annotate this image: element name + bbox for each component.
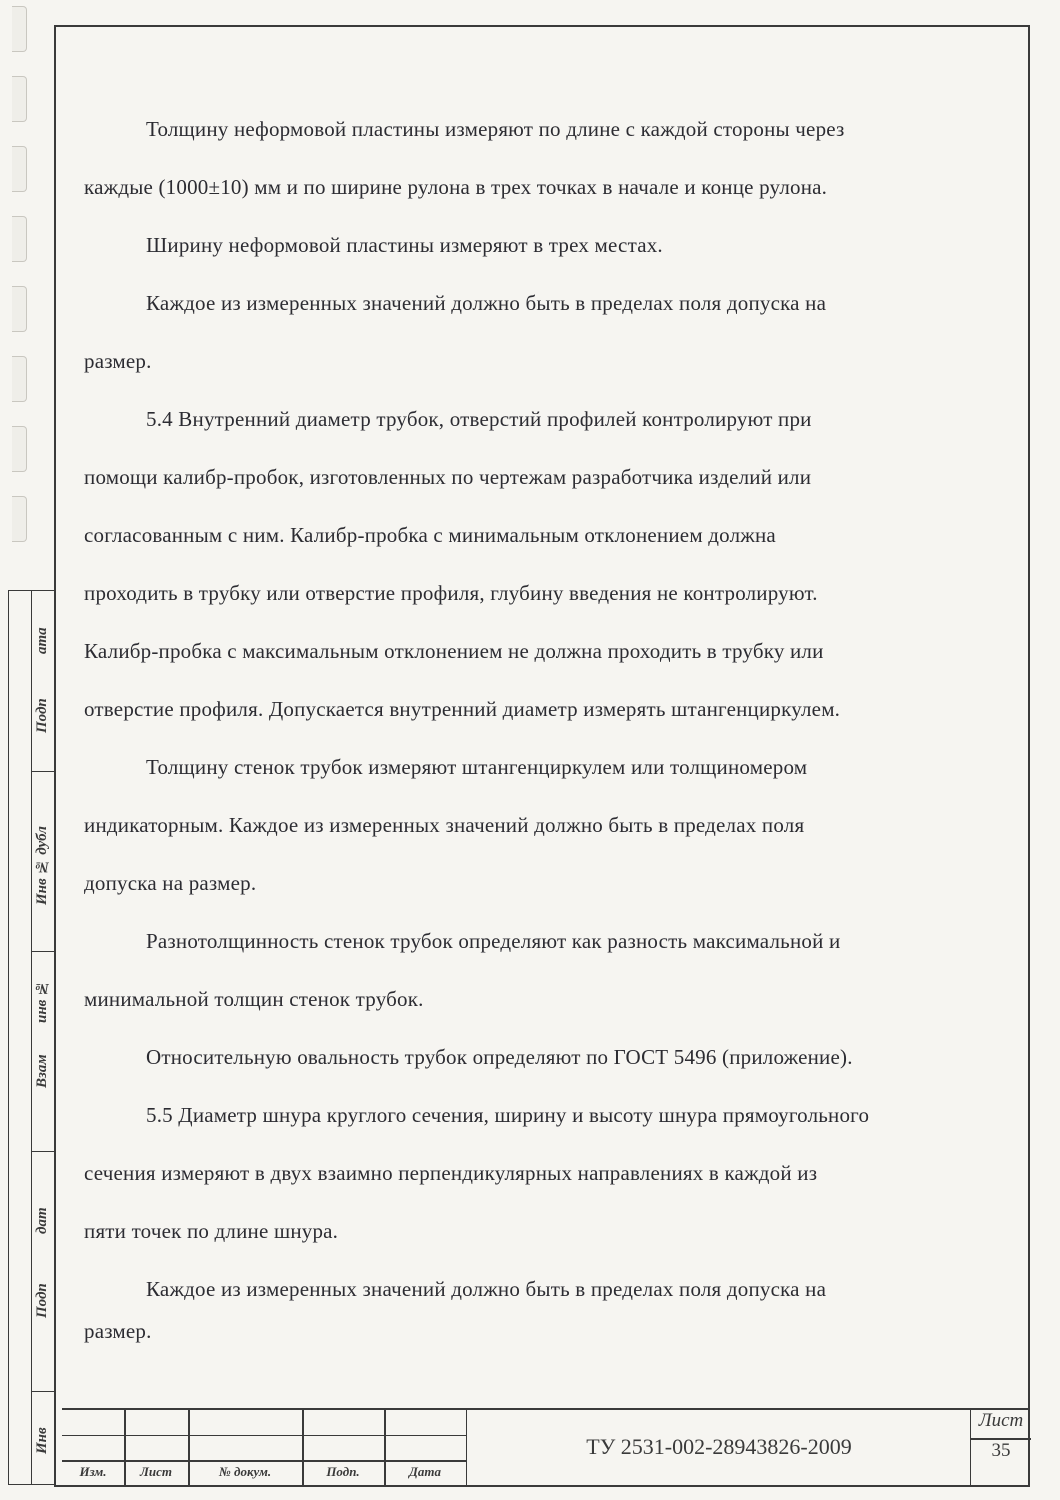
side-stamp xyxy=(8,590,54,1485)
binder-hole xyxy=(12,76,27,122)
paragraph-line: каждые (1000±10) мм и по ширине рулона в трех точках в начале и конце рулона. xyxy=(84,175,828,199)
side-label: Подп xyxy=(34,698,50,734)
paragraph-line: Толщину стенок трубок измеряют штангенциркулем или толщиномером xyxy=(146,755,808,779)
paragraph-line: проходить в трубку или отверстие профиля, глубину введения не контролируют. xyxy=(84,581,818,605)
side-stamp-vline xyxy=(31,591,32,1484)
side-label: Инв xyxy=(34,1427,50,1455)
paragraph-line: допуска на размер. xyxy=(84,871,257,895)
paragraph-line: согласованным с ним. Калибр-пробка с минимальным отклонением должна xyxy=(84,523,776,547)
paragraph-line: минимальной толщин стенок трубок. xyxy=(84,987,424,1011)
paragraph-line: Каждое из измеренных значений должно быть в пределах поля допуска на xyxy=(146,291,827,315)
column-label-date: Дата xyxy=(409,1464,441,1479)
paragraph-line: сечения измеряют в двух взаимно перпендикулярных направлениях в каждой из xyxy=(84,1161,818,1185)
column-label-change: Изм. xyxy=(79,1464,107,1479)
paragraph-line: 5.4 Внутренний диаметр трубок, отверстий профилей контролируют при xyxy=(146,407,812,431)
paragraph-line: отверстие профиля. Допускается внутренний диаметр измерять штангенциркулем. xyxy=(84,697,841,721)
document-code: ТУ 2531-002-28943826-2009 xyxy=(466,1408,971,1485)
sheet-number: 35 xyxy=(991,1440,1011,1461)
paragraph-line: размер. xyxy=(84,349,152,373)
side-label: ата xyxy=(34,627,50,655)
sheet-label: Лист xyxy=(978,1410,1024,1431)
column-label-document-number: № докум. xyxy=(218,1464,272,1479)
paragraph-line: индикаторным. Каждое из измеренных значений должно быть в пределах поля xyxy=(84,813,805,837)
side-stamp-divider xyxy=(31,771,55,772)
side-stamp-divider xyxy=(31,1391,55,1392)
side-label: Инв № дубл xyxy=(34,826,50,906)
sheet-box xyxy=(970,1408,1031,1485)
stamp-rule xyxy=(62,1460,466,1462)
column-label-signature: Подп. xyxy=(326,1464,360,1479)
binder-hole xyxy=(12,146,27,192)
paragraph-line: Калибр-пробка с максимальным отклонением не должна проходить в трубку или xyxy=(84,639,824,663)
side-label: Подп xyxy=(34,1283,50,1319)
side-label: дат xyxy=(34,1207,50,1235)
paragraph-line: пяти точек по длине шнура. xyxy=(84,1219,339,1243)
revision-grid xyxy=(62,1408,466,1485)
stamp-rule xyxy=(62,1435,466,1436)
paragraph-line: размер. xyxy=(84,1319,152,1343)
paragraph-line: Относительную овальность трубок определяют по ГОСТ 5496 (приложение). xyxy=(146,1045,853,1069)
paragraph-line: Разнотолщинность стенок трубок определяют как разность максимальной и xyxy=(146,929,841,953)
side-stamp-divider xyxy=(31,1151,55,1152)
document-body xyxy=(84,100,1014,1344)
binder-hole xyxy=(12,216,27,262)
binder-hole xyxy=(12,6,27,52)
paragraph-line: Каждое из измеренных значений должно быть в пределах поля допуска на xyxy=(146,1277,827,1301)
binder-hole xyxy=(12,356,27,402)
paragraph-line: Ширину неформовой пластины измеряют в трех местах. xyxy=(146,233,663,257)
paragraph-line: помощи калибр-пробок, изготовленных по чертежам разработчика изделий или xyxy=(84,465,812,489)
side-label: инв № xyxy=(34,979,50,1023)
side-stamp-divider xyxy=(31,951,55,952)
side-label: Взам xyxy=(34,1054,50,1088)
title-block xyxy=(62,1408,1030,1485)
binder-hole xyxy=(12,496,27,542)
paragraph-line: Толщину неформовой пластины измеряют по длине с каждой стороны через xyxy=(146,117,845,141)
binder-holes xyxy=(12,0,30,560)
binder-hole xyxy=(12,426,27,472)
binder-hole xyxy=(12,286,27,332)
column-label-sheet: Лист xyxy=(139,1464,173,1479)
paragraph-line: 5.5 Диаметр шнура круглого сечения, ширину и высоту шнура прямоугольного xyxy=(146,1103,870,1127)
